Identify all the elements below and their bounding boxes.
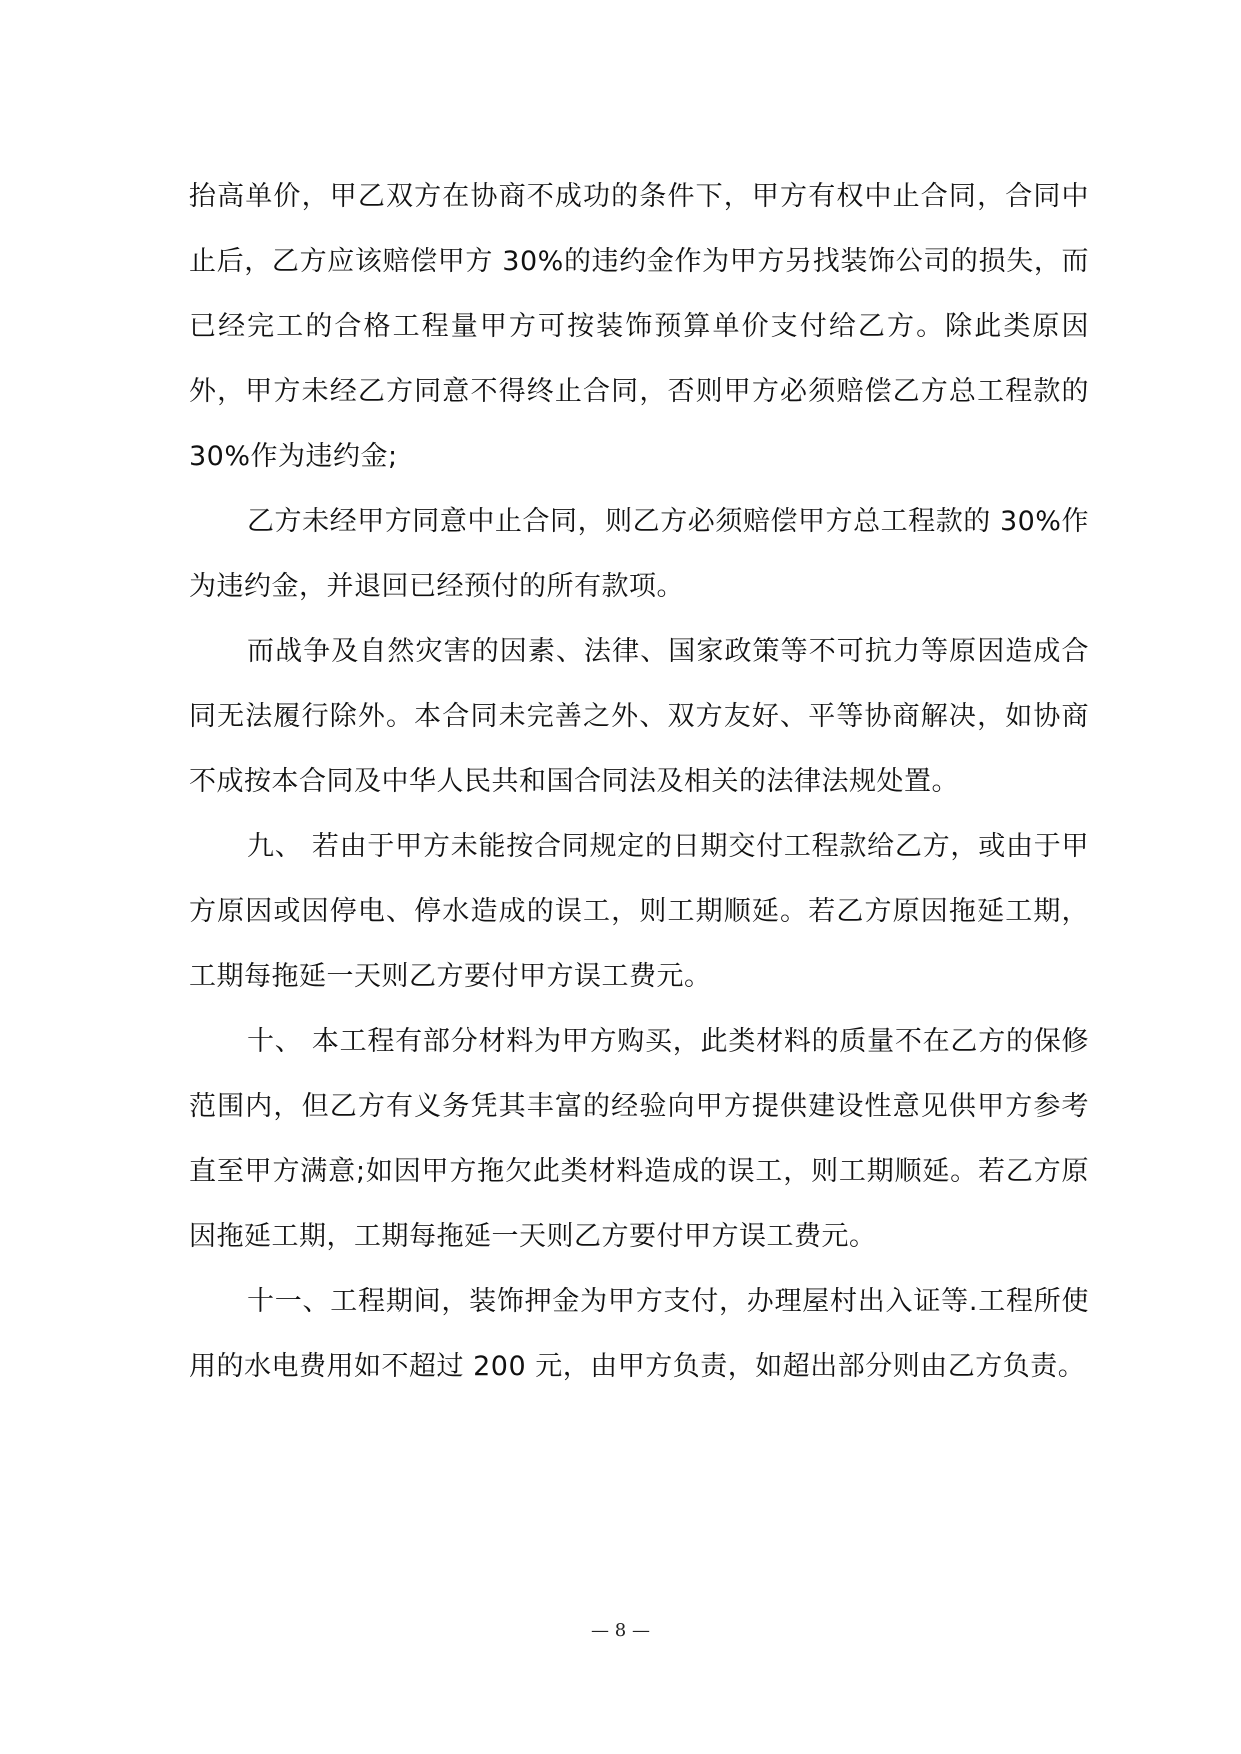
clause-ten: 十、 本工程有部分材料为甲方购买，此类材料的质量不在乙方的保修范围内，但乙方有义务凭其丰富的经验向甲方提供建设性意见供甲方参考直至甲方满意;如因甲方拖欠此类材料造成的误工，则工期顺延。若乙方原因拖延工期，工期每拖延一天则乙方要付甲方误工费元。 — [189, 1026, 1089, 1252]
paragraph-continuation: 抬高单价，甲乙双方在协商不成功的条件下，甲方有权中止合同，合同中止后，乙方应该赔偿甲方 30%的违约金作为甲方另找装饰公司的损失，而已经完工的合格工程量甲方可按装饰预算单价支付给乙方。除此类原因外，甲方未经乙方同意不得终止合同，否则甲方必须赔偿乙方总工程款的 30%作为违约金; — [189, 181, 1089, 472]
clause-eleven: 十一、工程期间，装饰押金为甲方支付，办理屋村出入证等.工程所使用的水电费用如不超过 200 元，由甲方负责，如超出部分则由乙方负责。 — [189, 1286, 1089, 1382]
clause-nine: 九、 若由于甲方未能按合同规定的日期交付工程款给乙方，或由于甲方原因或因停电、停水造成的误工，则工期顺延。若乙方原因拖延工期，工期每拖延一天则乙方要付甲方误工费元。 — [189, 831, 1089, 992]
contract-body — [189, 164, 1089, 1399]
paragraph-force-majeure: 而战争及自然灾害的因素、法律、国家政策等不可抗力等原因造成合同无法履行除外。本合同未完善之外、双方友好、平等协商解决，如协商不成按本合同及中华人民共和国合同法及相关的法律法规处置。 — [189, 636, 1089, 797]
page-number: — 8 — — [591, 1620, 650, 1641]
paragraph-party-b-termination: 乙方未经甲方同意中止合同，则乙方必须赔偿甲方总工程款的 30%作为违约金，并退回已经预付的所有款项。 — [189, 506, 1089, 602]
